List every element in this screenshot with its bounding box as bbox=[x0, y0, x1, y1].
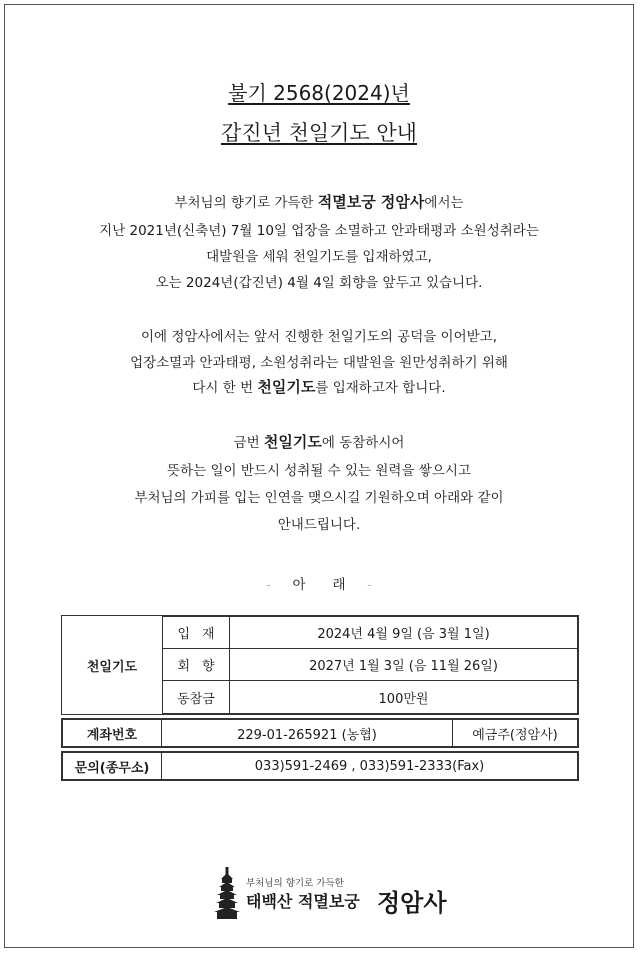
logo-tagline: 부처님의 향기로 가득한 bbox=[246, 878, 344, 889]
para2-line: 업장소멸과 안과태평, 소원성취라는 대발원을 원만성취하기 위해 bbox=[130, 355, 508, 371]
row-value-donation: 100만원 bbox=[229, 680, 578, 714]
para3-line: 부처님의 가피를 입는 인연을 맺으시길 기원하오며 아래와 같이 bbox=[134, 490, 504, 506]
para1-line: 부처님의 향기로 가득한 적멸보궁 정암사에서는 bbox=[174, 193, 464, 211]
row-value-hoehyang: 2027년 1월 3일 (음 11월 26일) bbox=[229, 648, 578, 681]
para2-line: 이에 정암사에서는 앞서 진행한 천일기도의 공덕을 이어받고, bbox=[140, 329, 498, 345]
contact-phones: 033)591-2469 , 033)591-2333(Fax) bbox=[161, 752, 578, 780]
row-value-ipjae: 2024년 4월 9일 (음 3월 1일) bbox=[229, 616, 578, 649]
arae-heading: - 아 래 - bbox=[266, 577, 372, 593]
contact-label: 문의(종무소) bbox=[62, 752, 162, 780]
account-number: 229-01-265921 (농협) bbox=[161, 719, 453, 747]
para1-line: 오는 2024년(갑진년) 4월 4일 회향을 앞두고 있습니다. bbox=[155, 275, 483, 291]
prayer-label: 천일기도 bbox=[86, 659, 138, 675]
para3-line: 뜻하는 일이 반드시 성취될 수 있는 원력을 쌓으시고 bbox=[167, 463, 471, 479]
contact-table bbox=[61, 751, 579, 781]
prayer-info-table bbox=[61, 615, 579, 715]
para3-line: 안내드립니다. bbox=[277, 517, 361, 533]
title-year: 불기 2568(2024)년 bbox=[228, 81, 410, 105]
logo-subtitle: 태백산 적멸보궁 bbox=[246, 892, 360, 911]
row-label-donation: 동참금 bbox=[162, 680, 230, 714]
account-label: 계좌번호 bbox=[62, 719, 162, 747]
row-label-hoehyang: 회향 bbox=[162, 648, 230, 681]
para2-line: 다시 한 번 천일기도를 입재하고자 합니다. bbox=[192, 378, 446, 396]
notice-page bbox=[4, 4, 634, 948]
title-main: 갑진년 천일기도 안내 bbox=[221, 121, 417, 145]
row-label-ipjae: 입재 bbox=[162, 616, 230, 649]
para1-line: 지난 2021년(신축년) 7월 10일 업장을 소멸하고 안과태평과 소원성취라는 bbox=[99, 223, 539, 239]
account-holder: 예금주(정암사) bbox=[452, 719, 578, 747]
para1-line: 대발원을 세워 천일기도를 입재하였고, bbox=[206, 249, 432, 265]
logo-temple-name: 정암사 bbox=[377, 889, 447, 917]
account-table bbox=[61, 718, 579, 748]
para3-line: 금번 천일기도에 동참하시어 bbox=[233, 433, 405, 451]
temple-logo bbox=[211, 865, 471, 925]
pagoda-icon bbox=[213, 867, 241, 919]
